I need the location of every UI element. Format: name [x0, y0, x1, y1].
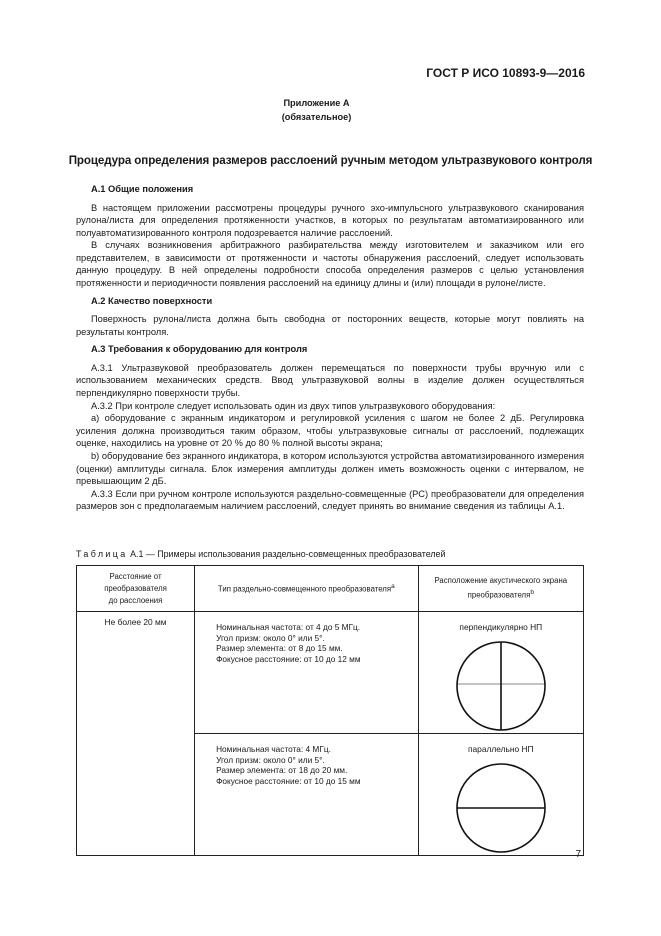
body-text — [76, 183, 584, 513]
table-caption — [76, 549, 445, 559]
table-caption-text: А.1 — Примеры использования раздельно-совмещенных преобразователей — [127, 549, 446, 559]
transducer-params-2: Номинальная частота: 4 МГц. Угол призм: около 0° или 5°. Размер элемента: от 18 до 20 мм. Фокусное расстояние: от 10 до 15 мм — [195, 734, 419, 856]
section-heading-a2: А.2 Качество поверхности — [91, 295, 213, 306]
col-header-distance: Расстояние от преобразователя до расслоения — [77, 566, 195, 612]
screen-label: перпендикулярно НП — [459, 622, 543, 632]
screen-orientation-1 — [418, 612, 583, 734]
distance-cell: Не более 20 мм — [77, 612, 195, 856]
appendix-heading — [0, 96, 661, 124]
transducer-params-1: Номинальная частота: от 4 до 5 МГц. Угол призм: около 0° или 5°. Размер элемента: от 8 до 15 мм. Фокусное расстояние: от 10 до 12 мм — [195, 612, 419, 734]
appendix-status: (обязательное) — [281, 112, 352, 122]
table-header-row — [77, 566, 584, 612]
table-caption-word: Таблица — [76, 549, 128, 559]
paragraph-a1-1: В настоящем приложении рассмотрены процедуры ручного эхо-импульсного ультразвукового сканирования рулона/листа для определения протяженности участков, в которых по результатам автоматизированного или полуавтоматизированного контроля подозревается наличие расслоений. — [76, 202, 584, 238]
paragraph-a3-3: а) оборудование с экранным индикатором и регулировкой усиления с шагом не более 2 дБ. Регулировка усиления должна производиться таким образом, чтобы ультразвуковые сигналы от расслоений, подлежащих оценке, находились на уровне от 20 % до 80 % полной высоты экрана; — [76, 413, 584, 449]
col-header-screen: Расположение акустического экрана преобразователя$^b$ — [418, 566, 583, 612]
footnote-mark-b: b — [530, 589, 534, 597]
main-title: Процедура определения размеров расслоений ручным методом ультразвукового контроля — [68, 154, 593, 167]
perpendicular-diagram — [455, 640, 547, 732]
paragraph-a3-1: А.3.1 Ультразвуковой преобразователь должен перемещаться по поверхности трубы вручную или с использованием механических средств. Ввод ультразвуковой волны в изделие должен осуществляться перпендикулярно поверхности трубы. — [76, 362, 584, 399]
paragraph-a1-2: В случаях возникновения арбитражного разбирательства между изготовителем и заказчиком или его представителем, в зависимости от протяженности и частоты обнаружения расслоений, следует использовать данную процедуру. В ней определены подробности способа определения размеров с целью установления протяженности и периодичности появления расслоений на единицу длины и (или) площади в рулоне/листе. — [76, 240, 584, 289]
section-heading-a3: А.3 Требования к оборудованию для контроля — [91, 344, 308, 355]
section-heading-a1: А.1 Общие положения — [91, 184, 194, 194]
page-number: 7 — [575, 849, 581, 860]
footnote-mark-a: a — [391, 583, 395, 591]
table-row — [77, 612, 584, 734]
appendix-title: Приложение А — [283, 98, 350, 108]
paragraph-a3-2: А.3.2 При контроле следует использовать один из двух типов ультразвукового оборудования: — [91, 400, 496, 411]
col-header-type: Тип раздельно-совмещенного преобразователя$^a$ — [195, 566, 419, 612]
paragraph-a3-5: А.3.3 Если при ручном контроле используются раздельно-совмещенные (РС) преобразователи для определения размеров зон с предполагаемым наличием расслоений, следует принять во внимание сведения из таблицы А.1. — [76, 488, 584, 512]
screen-orientation-2 — [418, 734, 583, 856]
transducer-table — [76, 565, 584, 856]
document-id: ГОСТ Р ИСО 10893-9—2016 — [426, 66, 585, 80]
paragraph-a3-4: b) оборудование без экранного индикатора, в котором используются устройства автоматизированного измерения (оценки) амплитуды сигнала. Блок измерения амплитуды должен иметь возможность оценки с интервалом, не превышающим 2 дБ. — [76, 451, 585, 487]
parallel-diagram — [455, 762, 547, 854]
screen-label: параллельно НП — [467, 744, 534, 754]
paragraph-a2-1: Поверхность рулона/листа должна быть свободна от посторонних веществ, которые могут повлиять на результаты контроля. — [76, 314, 584, 337]
